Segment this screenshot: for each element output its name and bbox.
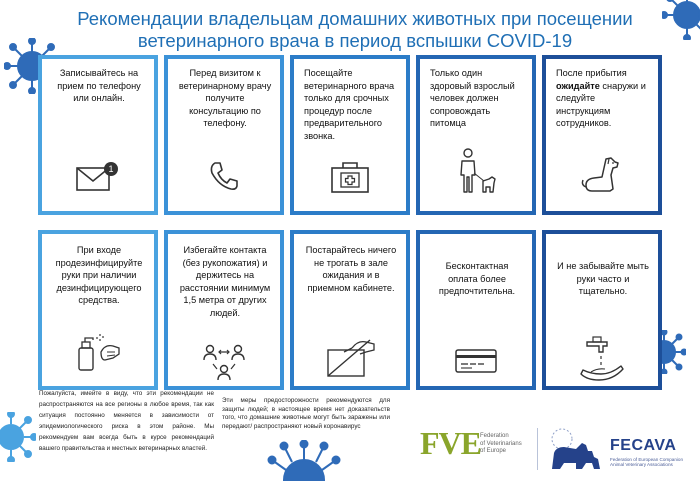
fecava-logo [548,425,693,475]
logo-divider [537,428,538,470]
card-text: Посещайте ветеринарного врача только для срочных процедур после предварительного звонка. [304,68,395,141]
card-one-person [416,55,536,215]
no-touch-icon [322,334,378,378]
phone-icon [207,159,241,193]
disclaimer-regional: Пожалуйста, имейте в виду, что эти рекомендации не распространяются на все регионы в любое время, так как ситуация постоянно меняется в зависимости от эпидемиологического риска в этом районе. Мы рекомендуем вам всегда быть в курсе рекомендаций вашего правительства и местных ветеринарных властей. [39,390,214,452]
fve-logo-mark: FVE [420,425,481,461]
card-text: Постарайтесь ничего не трогать в зале ожидания и в приемном кабинете. [305,245,397,293]
card-text: При входе продезинфицируйте руки при наличии дезинфицирующего средства. [55,245,143,306]
first-aid-kit-icon [328,159,372,195]
sitting-dog-icon [580,155,624,195]
card-text: Только один здоровый взрослый человек должен сопровождать питомца [430,68,515,129]
page-title [60,8,650,52]
card-text: Перед визитом к ветеринарному врачу получите консультацию по телефону. [178,68,272,129]
payment-card-icon [454,348,498,374]
card-text: Записывайтесь на прием по телефону или онлайн. [57,68,141,104]
card-text: И не забывайте мыть руки часто и тщательно. [557,261,649,297]
title-line-2: ветеринарного врача в период вспышки COVID-19 [137,30,573,51]
disclaimer-precautions: Эти меры предосторожности рекомендуются для защиты людей; в настоящее время нет доказательств того, что домашние животные могут быть заражены или передают/ распространяют новый коронавирус [222,397,390,430]
card-do-not-touch [290,230,410,390]
card-text: Бесконтактная оплата более предпочтительна. [438,261,516,297]
person-with-dog-icon [451,147,501,195]
card-phone-consult [164,55,284,215]
virus-decoration-bottom-left [0,412,36,462]
svg-text:1: 1 [108,164,114,174]
card-text: После прибытия ожидайте снаружи и следуйте инструкциям сотрудников. [556,68,646,129]
hand-washing-icon [577,336,627,382]
card-urgent-only [290,55,410,215]
virus-decoration-bottom-center [266,440,342,481]
social-distance-icon [201,342,247,382]
card-contactless-payment [416,230,536,390]
fecava-emblem-icon [548,427,606,471]
fve-logo [420,425,530,471]
title-line-1: Рекомендации владельцам домашних животных при посещении [77,8,633,29]
fecava-logo-subtitle: Federation of European Companion Animal Veterinary Associations [610,457,684,468]
sanitizer-spray-icon [71,330,125,374]
envelope-notification-icon [75,159,121,195]
card-wash-hands [542,230,662,390]
card-text: Избегайте контакта (без рукопожатия) и держитесь на расстоянии минимум 1,5 метра от других людей. [179,245,271,318]
card-wait-outside [542,55,662,215]
card-text-bold: ожидайте [556,80,600,91]
card-disinfect-hands [38,230,158,390]
fve-logo-subtitle: Federation of Veterinarians of Europe [480,433,522,454]
card-appointment [38,55,158,215]
fecava-logo-name: FECAVA [610,437,677,454]
virus-decoration-top-right [662,0,700,40]
card-avoid-contact [164,230,284,390]
